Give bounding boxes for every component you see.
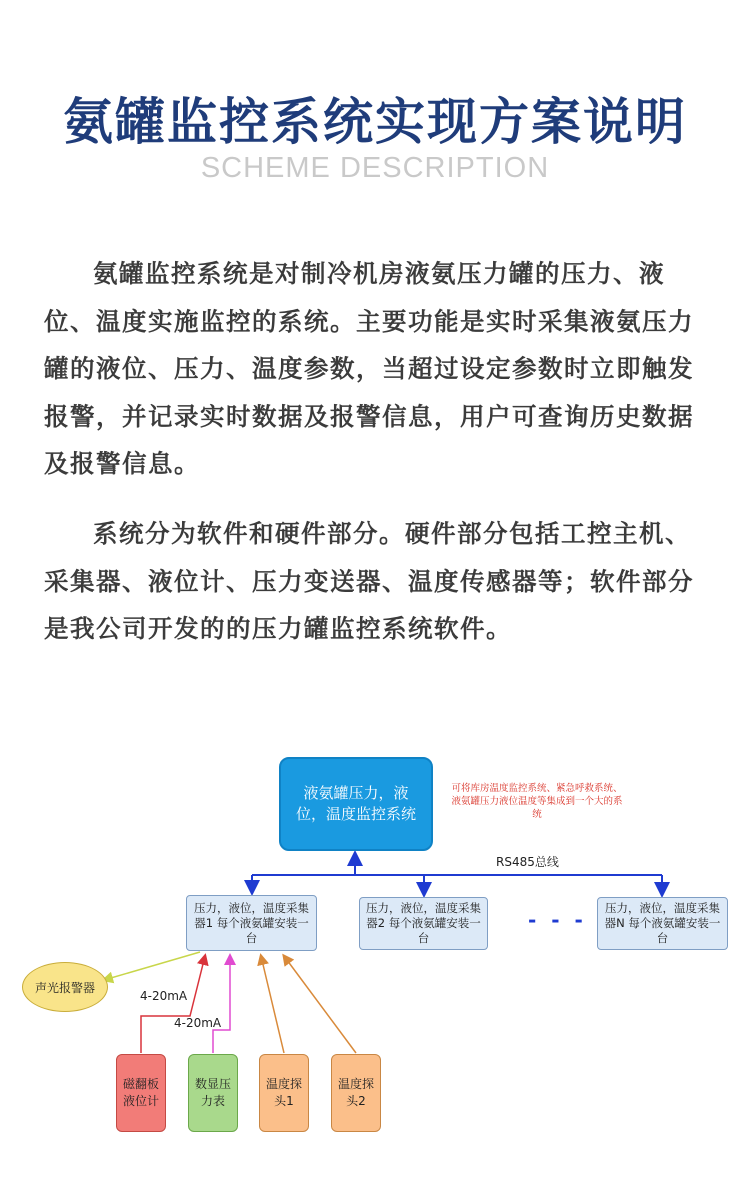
monitoring-system-box: 液氨罐压力，液位，温度监控系统: [279, 757, 433, 851]
integration-note: 可将库房温度监控系统、紧急呼救系统、液氨罐压力液位温度等集成到一个大的系统: [451, 783, 623, 820]
collector-1: 压力，液位，温度采集器1 每个液氨罐安装一台: [186, 895, 317, 951]
digital-pressure-gauge: 数显压力表: [188, 1054, 238, 1132]
collector-2: 压力，液位，温度采集器2 每个液氨罐安装一台: [359, 897, 488, 950]
ellipsis-dashes: - - -: [528, 908, 587, 932]
signal-label-2: 4-20mA: [174, 1016, 222, 1030]
page-title: 氨罐监控系统实现方案说明: [63, 93, 687, 151]
intro-paragraph: 氨罐监控系统是对制冷机房液氨压力罐的压力、液位、温度实施监控的系统。主要功能是实时采集液氨压力罐的液位、压力、温度参数，当超过设定参数时立即触发报警，并记录实时数据及报警信息，用户可查询历史数据及报警信息。: [44, 259, 694, 478]
temperature-probe-1: 温度探头1: [259, 1054, 309, 1132]
sound-light-alarm: 声光报警器: [22, 962, 108, 1012]
system-diagram: [0, 740, 750, 1160]
temperature-probe-2: 温度探头2: [331, 1054, 381, 1132]
level-gauge-signal-line: [141, 956, 205, 1053]
components-paragraph: 系统分为软件和硬件部分。硬件部分包括工控主机、采集器、液位计、压力变送器、温度传感器等；软件部分是我公司开发的的压力罐监控系统软件。: [44, 519, 694, 643]
pressure-gauge-signal-line: [213, 956, 230, 1053]
magnetic-level-gauge: 磁翻板液位计: [116, 1054, 166, 1132]
page-subtitle: SCHEME DESCRIPTION: [200, 152, 550, 184]
collector-n: 压力，液位，温度采集器N 每个液氨罐安装一台: [597, 897, 728, 950]
temp-probe-1-signal-line: [261, 956, 284, 1053]
temp-probe-2-signal-line: [284, 956, 356, 1053]
collector-to-alarm-arrow: [104, 952, 200, 980]
bus-label: RS485总线: [496, 855, 559, 869]
signal-label-1: 4-20mA: [140, 989, 188, 1003]
